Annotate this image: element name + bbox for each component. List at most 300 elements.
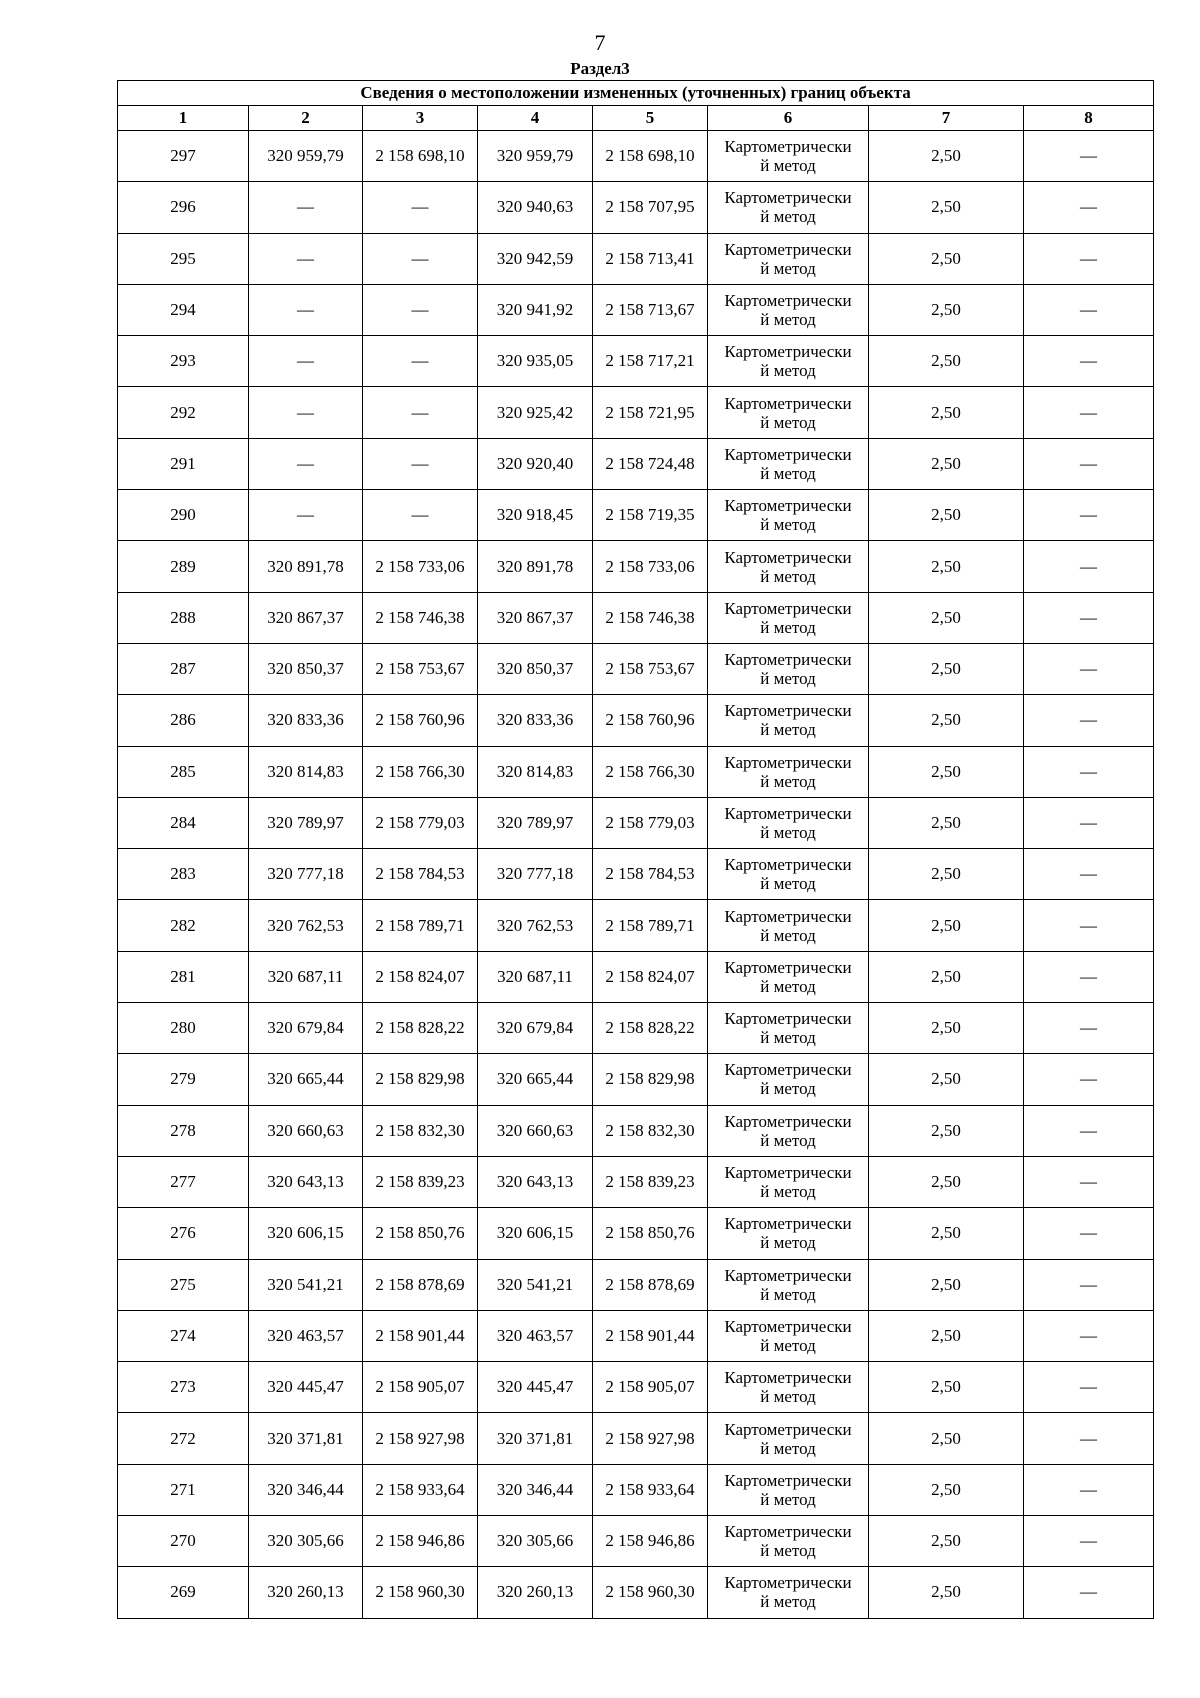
table-row	[118, 438, 1154, 489]
method-text-line: Картометрически	[724, 1060, 852, 1080]
method-cell	[708, 1413, 869, 1464]
new-y-cell: 2 158 927,98	[593, 1413, 708, 1464]
point-number-cell: 297	[118, 131, 249, 182]
new-x-cell: 320 346,44	[478, 1464, 593, 1515]
method-text-line: й метод	[760, 1592, 816, 1612]
table-row	[118, 797, 1154, 848]
method-cell	[708, 387, 869, 438]
column-number: 8	[1024, 106, 1154, 131]
existing-x-cell: —	[249, 182, 363, 233]
point-number-cell: 272	[118, 1413, 249, 1464]
new-y-cell: 2 158 698,10	[593, 131, 708, 182]
method-text-line: й метод	[760, 1233, 816, 1253]
new-x-cell: 320 867,37	[478, 592, 593, 643]
new-y-cell: 2 158 719,35	[593, 490, 708, 541]
existing-y-cell: 2 158 960,30	[363, 1567, 478, 1618]
accuracy-cell: 2,50	[869, 233, 1024, 284]
new-y-cell: 2 158 789,71	[593, 900, 708, 951]
new-y-cell: 2 158 713,67	[593, 284, 708, 335]
accuracy-cell: 2,50	[869, 1362, 1024, 1413]
accuracy-cell: 2,50	[869, 336, 1024, 387]
new-x-cell: 320 660,63	[478, 1105, 593, 1156]
method-text-line: й метод	[760, 1335, 816, 1355]
existing-y-cell: 2 158 905,07	[363, 1362, 478, 1413]
method-cell	[708, 797, 869, 848]
point-number-cell: 296	[118, 182, 249, 233]
column-number: 2	[249, 106, 363, 131]
existing-x-cell: 320 850,37	[249, 643, 363, 694]
table-row	[118, 1054, 1154, 1105]
method-cell	[708, 746, 869, 797]
table-row	[118, 1105, 1154, 1156]
existing-x-cell: 320 463,57	[249, 1310, 363, 1361]
point-number-cell: 275	[118, 1259, 249, 1310]
accuracy-cell: 2,50	[869, 951, 1024, 1002]
existing-y-cell: 2 158 829,98	[363, 1054, 478, 1105]
existing-x-cell: —	[249, 438, 363, 489]
table-row	[118, 1259, 1154, 1310]
description-cell: —	[1024, 1516, 1154, 1567]
method-text-line: й метод	[760, 1387, 816, 1407]
table-row	[118, 541, 1154, 592]
method-cell	[708, 592, 869, 643]
existing-y-cell: 2 158 789,71	[363, 900, 478, 951]
new-x-cell: 320 305,66	[478, 1516, 593, 1567]
new-x-cell: 320 935,05	[478, 336, 593, 387]
existing-y-cell: —	[363, 438, 478, 489]
method-text-line: й метод	[760, 874, 816, 894]
table-row	[118, 1003, 1154, 1054]
method-text-line: й метод	[760, 156, 816, 176]
new-y-cell: 2 158 839,23	[593, 1156, 708, 1207]
accuracy-cell: 2,50	[869, 1310, 1024, 1361]
column-number: 5	[593, 106, 708, 131]
table-row	[118, 1310, 1154, 1361]
new-x-cell: 320 940,63	[478, 182, 593, 233]
new-y-cell: 2 158 724,48	[593, 438, 708, 489]
method-cell	[708, 1310, 869, 1361]
method-text-line: й метод	[760, 1130, 816, 1150]
table-row	[118, 951, 1154, 1002]
method-cell	[708, 643, 869, 694]
existing-y-cell: —	[363, 182, 478, 233]
new-y-cell: 2 158 824,07	[593, 951, 708, 1002]
point-number-cell: 269	[118, 1567, 249, 1618]
existing-y-cell: —	[363, 336, 478, 387]
existing-x-cell: 320 260,13	[249, 1567, 363, 1618]
existing-y-cell: 2 158 850,76	[363, 1208, 478, 1259]
point-number-cell: 289	[118, 541, 249, 592]
method-text-line: й метод	[760, 207, 816, 227]
method-text-line: Картометрически	[724, 1522, 852, 1542]
accuracy-cell: 2,50	[869, 746, 1024, 797]
method-text-line: Картометрически	[724, 1316, 852, 1336]
new-x-cell: 320 679,84	[478, 1003, 593, 1054]
method-text-line: Картометрически	[724, 496, 852, 516]
existing-x-cell: —	[249, 284, 363, 335]
accuracy-cell: 2,50	[869, 1054, 1024, 1105]
new-y-cell: 2 158 733,06	[593, 541, 708, 592]
existing-y-cell: 2 158 746,38	[363, 592, 478, 643]
new-y-cell: 2 158 832,30	[593, 1105, 708, 1156]
new-y-cell: 2 158 905,07	[593, 1362, 708, 1413]
method-text-line: й метод	[760, 976, 816, 996]
new-y-cell: 2 158 717,21	[593, 336, 708, 387]
table-row	[118, 233, 1154, 284]
new-y-cell: 2 158 713,41	[593, 233, 708, 284]
description-cell: —	[1024, 438, 1154, 489]
existing-x-cell: 320 665,44	[249, 1054, 363, 1105]
point-number-cell: 284	[118, 797, 249, 848]
method-text-line: Картометрически	[724, 137, 852, 157]
method-text-line: Картометрически	[724, 291, 852, 311]
method-text-line: Картометрически	[724, 1368, 852, 1388]
existing-x-cell: 320 789,97	[249, 797, 363, 848]
table-row	[118, 643, 1154, 694]
existing-x-cell: 320 814,83	[249, 746, 363, 797]
method-text-line: й метод	[760, 771, 816, 791]
table-row	[118, 131, 1154, 182]
point-number-cell: 288	[118, 592, 249, 643]
existing-y-cell: 2 158 839,23	[363, 1156, 478, 1207]
new-x-cell: 320 941,92	[478, 284, 593, 335]
table-caption: Сведения о местоположении измененных (уточненных) границ объекта	[118, 81, 1154, 106]
method-cell	[708, 1105, 869, 1156]
existing-x-cell: 320 959,79	[249, 131, 363, 182]
description-cell: —	[1024, 1054, 1154, 1105]
new-y-cell: 2 158 721,95	[593, 387, 708, 438]
point-number-cell: 274	[118, 1310, 249, 1361]
new-x-cell: 320 541,21	[478, 1259, 593, 1310]
description-cell: —	[1024, 695, 1154, 746]
method-text-line: Картометрически	[724, 1111, 852, 1131]
existing-x-cell: 320 833,36	[249, 695, 363, 746]
description-cell: —	[1024, 1156, 1154, 1207]
point-number-cell: 276	[118, 1208, 249, 1259]
point-number-cell: 280	[118, 1003, 249, 1054]
new-y-cell: 2 158 707,95	[593, 182, 708, 233]
table-row	[118, 284, 1154, 335]
accuracy-cell: 2,50	[869, 490, 1024, 541]
method-text-line: Картометрически	[724, 1009, 852, 1029]
description-cell: —	[1024, 1003, 1154, 1054]
method-text-line: Картометрически	[724, 547, 852, 567]
method-text-line: Картометрически	[724, 239, 852, 259]
new-x-cell: 320 918,45	[478, 490, 593, 541]
method-text-line: Картометрически	[724, 1573, 852, 1593]
description-cell: —	[1024, 387, 1154, 438]
accuracy-cell: 2,50	[869, 1567, 1024, 1618]
new-y-cell: 2 158 946,86	[593, 1516, 708, 1567]
method-cell	[708, 233, 869, 284]
existing-y-cell: —	[363, 233, 478, 284]
method-text-line: Картометрически	[724, 1163, 852, 1183]
existing-x-cell: —	[249, 387, 363, 438]
method-cell	[708, 1156, 869, 1207]
method-text-line: й метод	[760, 463, 816, 483]
table-row	[118, 1516, 1154, 1567]
new-y-cell: 2 158 766,30	[593, 746, 708, 797]
existing-x-cell: 320 679,84	[249, 1003, 363, 1054]
page-number: 7	[594, 30, 606, 55]
table-row	[118, 490, 1154, 541]
existing-y-cell: 2 158 946,86	[363, 1516, 478, 1567]
method-cell	[708, 1362, 869, 1413]
column-number: 6	[708, 106, 869, 131]
accuracy-cell: 2,50	[869, 1259, 1024, 1310]
accuracy-cell: 2,50	[869, 797, 1024, 848]
accuracy-cell: 2,50	[869, 284, 1024, 335]
table-row	[118, 592, 1154, 643]
method-text-line: Картометрически	[724, 1265, 852, 1285]
method-text-line: Картометрически	[724, 701, 852, 721]
method-text-line: й метод	[760, 412, 816, 432]
new-x-cell: 320 777,18	[478, 849, 593, 900]
existing-y-cell: 2 158 760,96	[363, 695, 478, 746]
description-cell: —	[1024, 1259, 1154, 1310]
method-text-line: й метод	[760, 566, 816, 586]
method-text-line: й метод	[760, 1489, 816, 1509]
existing-y-cell: —	[363, 387, 478, 438]
method-text-line: й метод	[760, 515, 816, 535]
new-x-cell: 320 643,13	[478, 1156, 593, 1207]
description-cell: —	[1024, 643, 1154, 694]
description-cell: —	[1024, 1105, 1154, 1156]
accuracy-cell: 2,50	[869, 1516, 1024, 1567]
description-cell: —	[1024, 233, 1154, 284]
accuracy-cell: 2,50	[869, 1208, 1024, 1259]
description-cell: —	[1024, 900, 1154, 951]
accuracy-cell: 2,50	[869, 387, 1024, 438]
description-cell: —	[1024, 1567, 1154, 1618]
method-text-line: й метод	[760, 1182, 816, 1202]
table-row	[118, 1464, 1154, 1515]
new-x-cell: 320 445,47	[478, 1362, 593, 1413]
method-cell	[708, 541, 869, 592]
new-y-cell: 2 158 933,64	[593, 1464, 708, 1515]
point-number-cell: 278	[118, 1105, 249, 1156]
accuracy-cell: 2,50	[869, 182, 1024, 233]
description-cell: —	[1024, 284, 1154, 335]
point-number-cell: 279	[118, 1054, 249, 1105]
description-cell: —	[1024, 490, 1154, 541]
existing-y-cell: 2 158 753,67	[363, 643, 478, 694]
method-text-line: й метод	[760, 1028, 816, 1048]
description-cell: —	[1024, 1208, 1154, 1259]
point-number-cell: 277	[118, 1156, 249, 1207]
existing-x-cell: 320 541,21	[249, 1259, 363, 1310]
new-y-cell: 2 158 746,38	[593, 592, 708, 643]
new-y-cell: 2 158 779,03	[593, 797, 708, 848]
description-cell: —	[1024, 541, 1154, 592]
table-row	[118, 1413, 1154, 1464]
new-x-cell: 320 891,78	[478, 541, 593, 592]
column-number: 4	[478, 106, 593, 131]
existing-x-cell: —	[249, 233, 363, 284]
description-cell: —	[1024, 592, 1154, 643]
new-y-cell: 2 158 850,76	[593, 1208, 708, 1259]
table-row	[118, 849, 1154, 900]
method-cell	[708, 284, 869, 335]
point-number-cell: 286	[118, 695, 249, 746]
new-y-cell: 2 158 760,96	[593, 695, 708, 746]
existing-x-cell: —	[249, 336, 363, 387]
method-text-line: Картометрически	[724, 650, 852, 670]
method-text-line: й метод	[760, 720, 816, 740]
table-caption-row	[118, 81, 1154, 106]
method-text-line: й метод	[760, 1438, 816, 1458]
section-title: Раздел3	[570, 59, 630, 78]
existing-x-cell: 320 371,81	[249, 1413, 363, 1464]
method-cell	[708, 951, 869, 1002]
method-text-line: й метод	[760, 1284, 816, 1304]
method-text-line: Картометрически	[724, 752, 852, 772]
existing-x-cell: 320 867,37	[249, 592, 363, 643]
table-row	[118, 1208, 1154, 1259]
new-y-cell: 2 158 753,67	[593, 643, 708, 694]
description-cell: —	[1024, 336, 1154, 387]
table-row	[118, 695, 1154, 746]
boundary-coordinates-table	[117, 80, 1154, 1619]
existing-y-cell: 2 158 927,98	[363, 1413, 478, 1464]
existing-y-cell: 2 158 878,69	[363, 1259, 478, 1310]
new-x-cell: 320 260,13	[478, 1567, 593, 1618]
description-cell: —	[1024, 746, 1154, 797]
method-cell	[708, 336, 869, 387]
method-text-line: Картометрически	[724, 188, 852, 208]
new-x-cell: 320 833,36	[478, 695, 593, 746]
new-x-cell: 320 850,37	[478, 643, 593, 694]
table-row	[118, 182, 1154, 233]
existing-y-cell: 2 158 832,30	[363, 1105, 478, 1156]
method-cell	[708, 900, 869, 951]
existing-y-cell: 2 158 784,53	[363, 849, 478, 900]
accuracy-cell: 2,50	[869, 541, 1024, 592]
existing-x-cell: 320 891,78	[249, 541, 363, 592]
point-number-cell: 281	[118, 951, 249, 1002]
method-text-line: й метод	[760, 361, 816, 381]
column-number: 7	[869, 106, 1024, 131]
existing-y-cell: —	[363, 284, 478, 335]
method-text-line: й метод	[760, 310, 816, 330]
existing-x-cell: 320 445,47	[249, 1362, 363, 1413]
point-number-cell: 294	[118, 284, 249, 335]
method-cell	[708, 1054, 869, 1105]
point-number-cell: 283	[118, 849, 249, 900]
point-number-cell: 282	[118, 900, 249, 951]
existing-y-cell: 2 158 824,07	[363, 951, 478, 1002]
new-x-cell: 320 920,40	[478, 438, 593, 489]
method-text-line: Картометрически	[724, 598, 852, 618]
new-y-cell: 2 158 960,30	[593, 1567, 708, 1618]
new-y-cell: 2 158 828,22	[593, 1003, 708, 1054]
point-number-cell: 293	[118, 336, 249, 387]
accuracy-cell: 2,50	[869, 900, 1024, 951]
method-text-line: Картометрически	[724, 906, 852, 926]
new-x-cell: 320 959,79	[478, 131, 593, 182]
existing-y-cell: 2 158 733,06	[363, 541, 478, 592]
accuracy-cell: 2,50	[869, 695, 1024, 746]
method-text-line: й метод	[760, 925, 816, 945]
existing-y-cell: 2 158 779,03	[363, 797, 478, 848]
existing-x-cell: —	[249, 490, 363, 541]
existing-x-cell: 320 660,63	[249, 1105, 363, 1156]
new-y-cell: 2 158 901,44	[593, 1310, 708, 1361]
point-number-cell: 285	[118, 746, 249, 797]
existing-x-cell: 320 777,18	[249, 849, 363, 900]
method-cell	[708, 695, 869, 746]
accuracy-cell: 2,50	[869, 438, 1024, 489]
new-y-cell: 2 158 878,69	[593, 1259, 708, 1310]
description-cell: —	[1024, 1310, 1154, 1361]
method-text-line: й метод	[760, 669, 816, 689]
method-cell	[708, 849, 869, 900]
new-x-cell: 320 814,83	[478, 746, 593, 797]
table-row	[118, 387, 1154, 438]
existing-x-cell: 320 305,66	[249, 1516, 363, 1567]
method-cell	[708, 490, 869, 541]
description-cell: —	[1024, 797, 1154, 848]
new-x-cell: 320 687,11	[478, 951, 593, 1002]
point-number-cell: 290	[118, 490, 249, 541]
method-cell	[708, 182, 869, 233]
method-text-line: Картометрически	[724, 393, 852, 413]
method-text-line: Картометрически	[724, 804, 852, 823]
existing-x-cell: 320 762,53	[249, 900, 363, 951]
new-y-cell: 2 158 829,98	[593, 1054, 708, 1105]
table-row	[118, 1567, 1154, 1618]
table-row	[118, 1362, 1154, 1413]
existing-y-cell: 2 158 766,30	[363, 746, 478, 797]
new-x-cell: 320 925,42	[478, 387, 593, 438]
accuracy-cell: 2,50	[869, 592, 1024, 643]
new-x-cell: 320 606,15	[478, 1208, 593, 1259]
accuracy-cell: 2,50	[869, 1105, 1024, 1156]
new-x-cell: 320 762,53	[478, 900, 593, 951]
description-cell: —	[1024, 131, 1154, 182]
method-text-line: й метод	[760, 258, 816, 278]
method-text-line: й метод	[760, 1541, 816, 1561]
method-text-line: й метод	[760, 823, 816, 842]
new-x-cell: 320 665,44	[478, 1054, 593, 1105]
method-cell	[708, 438, 869, 489]
point-number-cell: 273	[118, 1362, 249, 1413]
description-cell: —	[1024, 951, 1154, 1002]
existing-y-cell: 2 158 828,22	[363, 1003, 478, 1054]
table-row	[118, 746, 1154, 797]
new-x-cell: 320 789,97	[478, 797, 593, 848]
accuracy-cell: 2,50	[869, 1464, 1024, 1515]
point-number-cell: 270	[118, 1516, 249, 1567]
method-cell	[708, 1464, 869, 1515]
point-number-cell: 287	[118, 643, 249, 694]
table-row	[118, 900, 1154, 951]
existing-x-cell: 320 606,15	[249, 1208, 363, 1259]
existing-y-cell: 2 158 933,64	[363, 1464, 478, 1515]
existing-y-cell: 2 158 901,44	[363, 1310, 478, 1361]
method-text-line: Картометрически	[724, 855, 852, 875]
method-cell	[708, 1516, 869, 1567]
point-number-cell: 295	[118, 233, 249, 284]
method-text-line: й метод	[760, 1079, 816, 1099]
method-cell	[708, 1567, 869, 1618]
column-number: 3	[363, 106, 478, 131]
point-number-cell: 292	[118, 387, 249, 438]
existing-y-cell: 2 158 698,10	[363, 131, 478, 182]
method-cell	[708, 1259, 869, 1310]
accuracy-cell: 2,50	[869, 1003, 1024, 1054]
method-text-line: Картометрически	[724, 1470, 852, 1490]
